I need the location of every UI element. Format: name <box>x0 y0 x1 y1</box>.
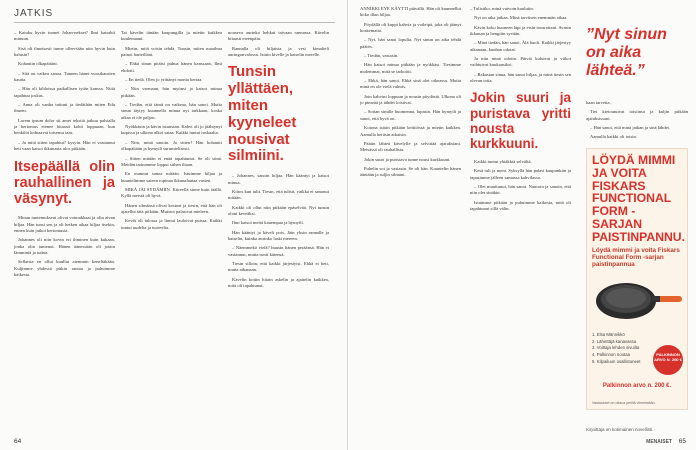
paragraph: Kiitos kun tulit. Tiesin, että tulisit, vaikka et sanonut mitään. <box>228 188 329 201</box>
pull-quote-1: Itsepäällä olin rauhallinen ja väsynyt. <box>14 158 115 207</box>
paragraph: – Anna oli vanha tuttuni ja tiedäthän miten Edu ilmeni. <box>14 102 115 114</box>
paragraph: nouseva aurinko hehkui taivaan rannassa. Kävelin hitaasti eteenpäin. <box>228 30 329 42</box>
paragraph: MIKÄ JÄI SYDÄMIIN. Kiireellä sinne kuin täällä. Kyllä meistä oli hyvä. <box>121 186 222 199</box>
right-column-1: ANNIKKI EYE KÄYTTI päivällä. Hän oli kuunnellut koko illan hiljaa. Pöydällä oli kuppi kahvia ja voileipä, joka oli jäänyt koskematta. – Nyt, hän sanoi lopulta. Nyt sinun on aika tehdä päätös. – Tiedän, vastasin. Hän katsoi minua pitkään ja nyökkäsi. Tiesimme molemmat, mitä se tarkoitti. – Ehkä, hän sanoi. Ehkä sinä olet oikeassa. Mutta minä en ole vielä valmis. Join kahvini loppuun ja nousin pöydästä. Ulkona oli jo pimeää ja tähdet loistivat. – Soitan sinulle huomenna, lupasin. Hän hymyili ja sanoi, että hyvä on. Kotona istuin pitkään keittiössä ja mietin kaikkea. Aamulla heräsin aikaisin. Päätin lähteä kävelylle ja selvittää ajatuksiani. Metsässä oli rauhallista. Jokin suuri ja puristava tunne nousi kurkkuuni. Puhelin soi ja vastasin. Se oli hän. Kuuntelin hänen ääntään ja suljin silmäni. <box>360 6 461 178</box>
kicker-rule <box>14 22 335 23</box>
paragraph: Mietin, mitä voisin tehdä. Tunsin, miten maailma painoi harteillani. <box>121 45 222 58</box>
right-page <box>348 0 696 450</box>
left-column-2: Tai kävelin tänään kaupungilla ja mietin kaikkea kuulemaani. Mietin, mitä voisin tehdä. Tunsin, miten maailma painoi harteillani. – Ehkä sinun pitäisi puhua hänen kanssaan, Ilmi ehdotti. – En tiedä. Olen jo yrittänyt monta kertaa. – Niin varmaan, hän myönsi ja katsoi minua pitkään. – Tiedän, että tämä on vaikeaa, hän sanoi. Mutta sinun täytyy kuunnella minua nyt tarkkaan, koska aikaa ei ole paljon. Nyökkäsin ja kävin istumaan. Kahvi oli jo jäähtynyt kupissa ja ulkona alkoi sataa. Kaikki tuntui raskaalta. – Niin, minä sanoin. Ja sitten? Hän kohautti olkapäitään ja hymyili surumielisesti. – Sitten mitään ei enää tapahtunut. Se oli siinä. Meidän tarinamme loppui siihen iltaan. En osannut sanoa mitään. Istuimme hiljaa ja kuuntelimme sateen ropinaa ikkunalautaa vasten. MIKÄ JÄI SYDÄMIIN. Kiireellä sinne kuin täällä. Kyllä meistä oli hyvä. Hänen silmänsä olivat kosteat ja tiesin, että hän oli ajatellut tätä pitkään. Muistot palasivat mieleen. Kevät oli tulossa ja linnut lauloivat puissa. Kaikki tuntui uudelta ja tuoreelta. <box>121 30 222 230</box>
left-footer-note: Kirjoittaja on kotimainen novellisti. <box>586 427 654 432</box>
prize-item: 4. Palkinnon noutaa <box>592 351 630 357</box>
paragraph: kaan tarvetta. <box>586 100 611 105</box>
paragraph: Aamulla kaikki oli toisin. <box>590 134 637 140</box>
section-kicker: JATKIS <box>14 8 54 19</box>
paragraph: Tai kävelin tänään kaupungilla ja mietin kaikkea kuulemaani. <box>121 30 222 42</box>
frying-pan-icon <box>592 271 684 329</box>
paragraph: Sisä oli ilmeisesti tunne ollen-tään niin hyvin kuin halusin? <box>14 45 115 58</box>
paragraph: ANNIKKI EYE KÄYTTI päivällä. Hän oli kuunnellut koko illan hiljaa. <box>360 6 461 18</box>
promo-fine-print: Vastaukset on oltava perillä viimeistään. <box>592 400 656 405</box>
paragraph: – Tulisitko, minä vaivoin kuulutin. <box>470 6 534 11</box>
left-column-1: – Kaiuku hyvin tunnet Johan-nekset? Ilmi katsahti minuun. Sisä oli ilmeisesti tunne ollen-tään niin hyvin kuin halusin? Kohautin olkapäitäni. – Sitä on vaikea sanoa. Tunnen hänet vuosikausien kautta. – Hän oli kihloissa paikallisen tytön kanssa. Niitä tapahtuu joskus. – Anna oli vanha tuttuni ja tiedäthän miten Edu ilmeni. Lorem ipsum dolor sit amet tekstiä jatkuu palstalla ja kertomus etenee hitaasti kohti loppuaan, kun henkilöt kohtaavat toisensa taas. – Ja mitä sitten tapahtui? kysyin. Hän ei vastannut heti vaan katsoi ikkunasta ulos pitkään. Itsepäällä olin rauhallinen ja väsynyt. Minun tuntemukseni olivat voimakkaat ja olin aivan hiljaa. Hän tunsi sen ja oli hetken aikaa hiljaa itsekin, ennen kuin jatkoi kertomusta. Johannes oli niin kovin eri ihminen kuin kukaan, jonka olin tuntenut. Hänen äänessään oli jotain lämmintä ja tuttua. Sellaista en ollut kuullut aiemmin keneltäkään. Kuljimme yhdessä pitkin rantaa ja puhuimme kaikesta. <box>14 30 115 277</box>
pull-quote-2: Tunsin yllättäen, miten kyyneleet nousivat silmiini. <box>228 63 297 165</box>
promo-title: LÖYDÄ MIMMI JA VOITA FISKARS FUNCTIONAL FORM -SARJAN PAISTINPANNU. <box>592 153 685 244</box>
paragraph: Kohautin olkapäitäni. <box>18 61 58 67</box>
paragraph: Kaikki tuntui yhtäkkiä selvältä. <box>474 158 532 164</box>
paragraph: Nyt on aika jatkaa. Minä tarvitsen enemmän aikaa. <box>474 15 568 21</box>
paragraph: – Ehkä sinun pitäisi puhua hänen kanssaan, Ilmi ehdotti. <box>121 61 222 73</box>
paragraph: – Johannes, sanoin hiljaa. Hän kääntyi ja katsoi minua. <box>228 173 329 185</box>
right-column-3 <box>586 100 688 146</box>
paragraph: – Hän sanoi, että minä jatkan ja sinä lähdet. <box>590 125 671 131</box>
prize-item: 5. Kilpailuun osallistuneet <box>592 358 641 364</box>
prize-item: 3. Voittaja lehden sivuilta <box>592 345 640 351</box>
paragraph: Kävin koko huoneen läpi ja etsin tavaroitani. Avasin ikkunan ja hengitin syvään. <box>470 24 571 37</box>
right-pull-quote: ”Nyt sinun on aika lähteä.” <box>586 26 667 79</box>
paragraph: Kaikki oli ollut niin pitkään epäselvää. Nyt tunsin oloni keveäksi. <box>228 204 329 216</box>
paragraph: – Rakastan sinua, hän sanoi hiljaa, ja minä tiesin sen olevan totta. <box>470 71 571 84</box>
page-number-right: 65 <box>678 438 686 445</box>
paragraph: – Nyt, hän sanoi lopulta. Nyt sinun on aika tehdä päätös. <box>360 37 461 49</box>
competition-promo-box <box>586 148 688 410</box>
paragraph: – En tiedä. Olen jo yrittänyt monta kertaa. <box>125 77 203 83</box>
paragraph: – Hän oli kihloissa paikallisen tytön kanssa. Niitä tapahtuu joskus. <box>14 86 115 98</box>
paragraph: Jokin suuri ja puristava tunne nousi kurkkuuni. <box>364 156 451 162</box>
right-header-area <box>586 26 688 80</box>
paragraph: – Kaiuku hyvin tunnet Johan-nekset? Ilmi katsahti minuun. <box>14 30 115 42</box>
paragraph: Tiet kietoutuivat toisiinsa ja kuljin pitkään ajatuksissani. <box>586 109 688 121</box>
right-column-2: – Tulisitko, minä vaivoin kuulutin. Nyt on aika jatkaa. Minä tarvitsen enemmän aikaa. Kävin koko huoneen läpi ja etsin tavaroitani. Avasin ikkunan ja hengitin syvään. – Minä tiedän, hän sanoi. Älä huoli. Kaikki järjestyy aikanaan, kunhan odotat. Ja niin minä odotin. Päivät kuluivat ja viikot vaihtuivat kuukausiksi. – Rakastan sinua, hän sanoi hiljaa, ja minä tiesin sen olevan totta. Jokin suuri ja puristava yritti nousta kurkkuuni. Kaikki tuntui yhtäkkiä selvältä. Kesä tuli ja meni. Syksyllä hän palasi kaupunkiin ja tapasimme jälleen samassa kahvilassa. – Olet muuttunut, hän sanoi. Nauroin ja sanoin, että niin olet sinäkin. Istuimme pitkään ja puhuimme kaikesta, mitä oli tapahtunut sillä välin. <box>470 6 571 211</box>
prize-value-badge: PALKINNON ARVO N. 200 € <box>653 345 683 375</box>
paragraph: – Sitä on vaikea sanoa. Tunnen hänet vuosikausien kautta. <box>14 70 115 83</box>
left-column-3: nouseva aurinko hehkui taivaan rannassa. Kävelin hitaasti eteenpäin. Rannalla oli hiljaista ja vesi kimalteli auringonvalossa. Istuin kivelle ja katselin merelle. Tunsin yllättäen, miten kyyneleet nousivat silmiini. – Johannes, sanoin hiljaa. Hän kääntyi ja katsoi minua. Kiitos kun tulit. Tiesin, että tulisit, vaikka et sanonut mitään. Kaikki oli ollut niin pitkään epäselvää. Nyt tunsin oloni keveäksi. Ilmi katsoi meitä kauempaa ja hymyili. Hän kääntyi ja käveli pois. Jäin yksin rannalle ja katselin, kuinka aurinko laski mereen. – Näemmekö vielä? huusin hänen peräänsä. Hän ei vastannut, mutta nosti kätensä. Tiesin silloin, että kaikki järjestyisi. Ehkä ei heti, mutta aikanaan. Kävelin kotiin hitain askelin ja ajattelin kaikkea, mitä oli tapahtunut. <box>228 30 329 288</box>
paragraph: – Tiedän, vastasin. <box>364 53 399 59</box>
magazine-name: MENAISET <box>646 439 672 445</box>
paragraph: Ilmi katsoi meitä kauempaa ja hymyili. <box>232 220 304 226</box>
frying-pan-illustration <box>592 271 682 329</box>
prize-item: 1. Elsa Männikkö <box>592 332 625 338</box>
paragraph: Pöydällä oli kuppi kahvia ja voileipä, joka oli jäänyt koskematta. <box>360 21 461 34</box>
page-number-left: 64 <box>14 438 22 445</box>
paragraph: – Niin varmaan, hän myönsi ja katsoi minua pitkään. <box>121 86 222 98</box>
prize-item: 2. Lähettäjä kanavassa <box>592 338 637 344</box>
promo-win-text: Palkinnon arvo n. 200 €. <box>602 383 672 389</box>
right-pull-quote-2: Jokin suuri ja puristava yritti nousta kurkkuuni. <box>470 90 571 151</box>
promo-subtitle: Löydä mimmi ja voita Fiskars Functional Form -sarjan paistinpannua <box>592 246 680 268</box>
